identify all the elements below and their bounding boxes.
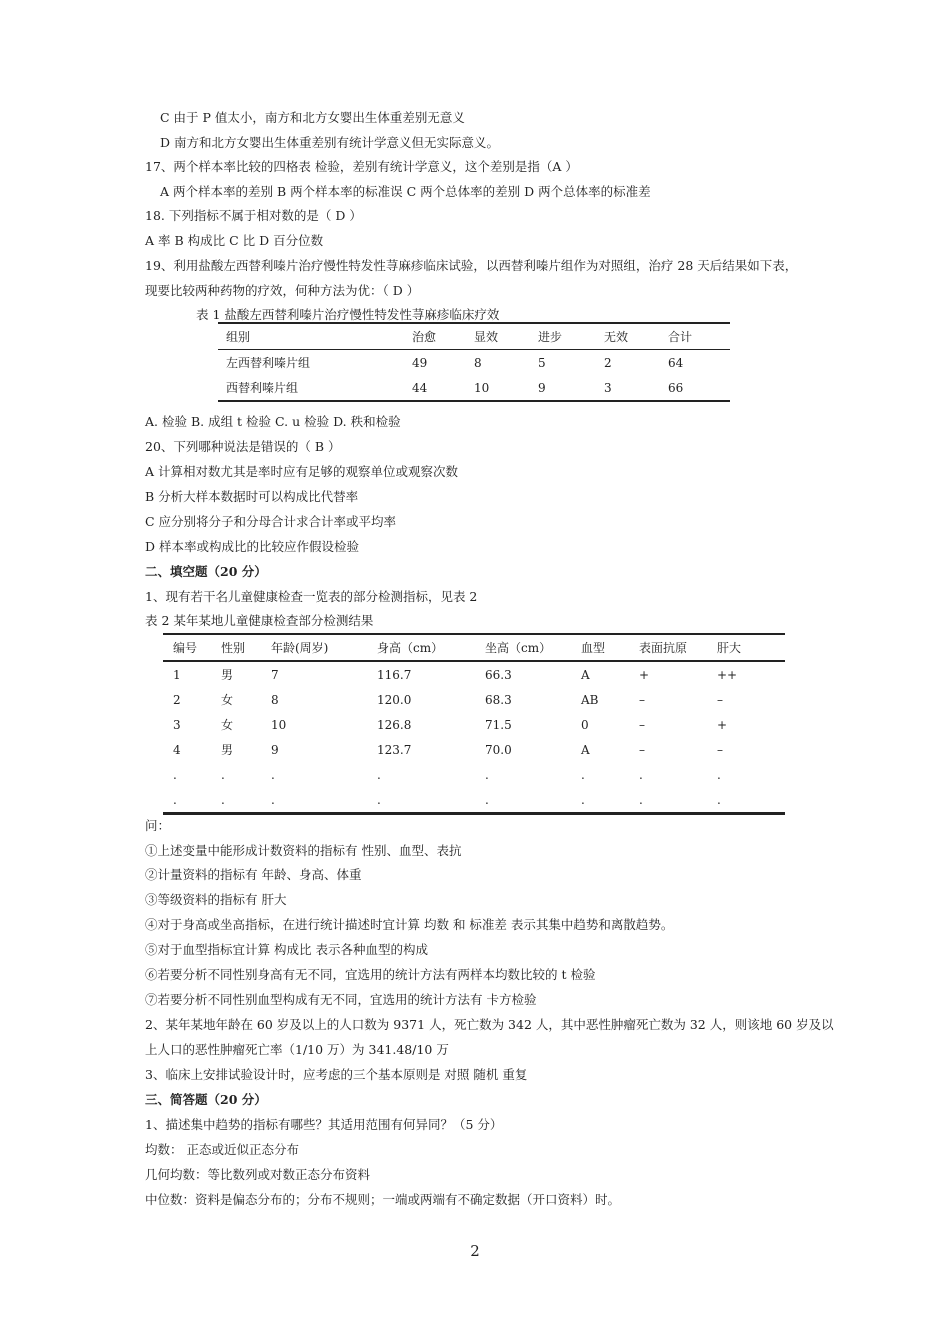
table-row bbox=[218, 375, 730, 401]
text-line: 1、描述集中趋势的指标有哪些？其适用范围有何异同？（5 分） bbox=[145, 1117, 503, 1132]
table-header-row bbox=[218, 323, 730, 350]
table-cell: 3 bbox=[173, 717, 181, 732]
table-header-cell: 合计 bbox=[660, 323, 730, 350]
table-cell: 男 bbox=[221, 743, 234, 757]
table-cell: 126.8 bbox=[377, 717, 412, 732]
text-line: 表 1 盐酸左西替利嗪片治疗慢性特发性荨麻疹临床疗效 bbox=[196, 307, 500, 322]
table-cell: 123.7 bbox=[377, 742, 412, 757]
table-cell: – bbox=[717, 692, 723, 707]
table-row bbox=[163, 687, 785, 712]
table-cell: . bbox=[173, 767, 177, 782]
table-2 bbox=[163, 633, 785, 815]
table-cell: – bbox=[639, 717, 645, 732]
table-header-cell: 进步 bbox=[530, 323, 596, 350]
table-header-cell: 肝大 bbox=[707, 634, 785, 661]
text-line: 1、现有若干名儿童健康检查一览表的部分检测指标，见表 2 bbox=[145, 589, 478, 604]
table-cell: – bbox=[639, 742, 645, 757]
table-header-row bbox=[163, 634, 785, 661]
text-line: A 计算相对数尤其是率时应有足够的观察单位或观察次数 bbox=[145, 464, 459, 479]
text-line: ③等级资料的指标有 肝大 bbox=[145, 892, 287, 907]
table-row bbox=[163, 737, 785, 762]
table-cell: . bbox=[639, 767, 643, 782]
text-line: ⑤对于血型指标宜计算 构成比 表示各种血型的构成 bbox=[145, 942, 428, 957]
table-cell: . bbox=[571, 787, 629, 814]
table-cell: 9 bbox=[530, 375, 596, 401]
table-cell: – bbox=[639, 692, 645, 707]
table-cell: ++ bbox=[717, 667, 738, 682]
table-cell: . bbox=[211, 787, 261, 814]
table-cell: 9 bbox=[271, 742, 279, 757]
text-line: 表 2 某年某地儿童健康检查部分检测结果 bbox=[145, 613, 374, 628]
table-cell: 70.0 bbox=[485, 742, 512, 757]
table-row bbox=[163, 787, 785, 814]
table-cell: A bbox=[581, 667, 590, 682]
table-cell: . bbox=[261, 787, 367, 814]
text-line: 3、临床上安排试验设计时，应考虑的三个基本原则是 对照 随机 重复 bbox=[145, 1067, 528, 1082]
table-cell: . bbox=[485, 767, 489, 782]
text-line: B 分析大样本数据时可以构成比代替率 bbox=[145, 489, 359, 504]
text-line: 二、填空题（20 分） bbox=[145, 564, 267, 579]
text-line: 三、简答题（20 分） bbox=[145, 1092, 267, 1107]
text-line: 17、两个样本率比较的四格表 检验，差别有统计学意义，这个差别是指（A ） bbox=[145, 159, 578, 174]
table-row bbox=[163, 661, 785, 687]
text-line: 18. 下列指标不属于相对数的是（ D ） bbox=[145, 208, 362, 223]
text-line: ④对于身高或坐高指标，在进行统计描述时宜计算 均数 和 标准差 表示其集中趋势和离散趋势。 bbox=[145, 917, 674, 932]
table-cell: 10 bbox=[466, 375, 530, 401]
table-header-cell: 身高（cm） bbox=[367, 634, 475, 661]
table-row bbox=[218, 350, 730, 376]
table-cell: 1 bbox=[173, 667, 181, 682]
table-cell: 64 bbox=[668, 355, 684, 370]
table-cell: 10 bbox=[271, 717, 287, 732]
text-line: ⑥若要分析不同性别身高有无不同，宜选用的统计方法有两样本均数比较的 t 检验 bbox=[145, 967, 596, 982]
table-cell: 116.7 bbox=[377, 667, 412, 682]
table-cell: . bbox=[377, 767, 381, 782]
table-cell: 女 bbox=[221, 693, 234, 707]
table-cell: . bbox=[475, 787, 571, 814]
table-cell: 7 bbox=[271, 667, 279, 682]
table-cell: AB bbox=[581, 692, 599, 707]
text-line: 几何均数：等比数列或对数正态分布资料 bbox=[145, 1167, 371, 1182]
table-cell: 44 bbox=[404, 375, 466, 401]
table-cell: . bbox=[707, 787, 785, 814]
table-header-cell: 组别 bbox=[218, 323, 404, 350]
table-cell: 左西替利嗪片组 bbox=[226, 356, 311, 370]
text-line: 均数： 正态或近似正态分布 bbox=[145, 1142, 299, 1157]
text-line: A 率 B 构成比 C 比 D 百分位数 bbox=[145, 233, 324, 248]
table-header-cell: 无效 bbox=[596, 323, 660, 350]
table-cell: A bbox=[581, 742, 590, 757]
text-line: ①上述变量中能形成计数资料的指标有 性别、血型、表抗 bbox=[145, 843, 462, 858]
table-cell: 66.3 bbox=[485, 667, 512, 682]
table-1 bbox=[218, 322, 730, 402]
table-cell: 4 bbox=[173, 742, 181, 757]
table-header-cell: 坐高（cm） bbox=[475, 634, 571, 661]
table-cell: 5 bbox=[538, 355, 546, 370]
text-line: 中位数：资料是偏态分布的；分布不规则；一端或两端有不确定数据（开口资料）时。 bbox=[145, 1192, 621, 1207]
table-cell: 女 bbox=[221, 718, 234, 732]
table-cell: 0 bbox=[581, 717, 589, 732]
text-line: D 南方和北方女婴出生体重差别有统计学意义但无实际意义。 bbox=[160, 135, 499, 150]
text-line: 现要比较两种药物的疗效，何种方法为优：（ D ） bbox=[145, 283, 420, 298]
table-cell: + bbox=[717, 717, 728, 732]
table-cell: 49 bbox=[412, 355, 428, 370]
table-cell: 2 bbox=[604, 355, 612, 370]
text-line: A. 检验 B. 成组 t 检验 C. u 检验 D. 秩和检验 bbox=[145, 414, 401, 429]
table-cell: – bbox=[717, 742, 723, 757]
table-cell: . bbox=[271, 767, 275, 782]
table-cell: 男 bbox=[221, 668, 234, 682]
table-header-cell: 显效 bbox=[466, 323, 530, 350]
text-line: C 由于 P 值太小，南方和北方女婴出生体重差别无意义 bbox=[160, 110, 465, 125]
text-line: ②计量资料的指标有 年龄、身高、体重 bbox=[145, 867, 362, 882]
table-cell: . bbox=[717, 767, 721, 782]
table-cell: . bbox=[221, 767, 225, 782]
text-line: 问： bbox=[145, 818, 171, 833]
text-line: 20、下列哪种说法是错误的（ B ） bbox=[145, 439, 341, 454]
table-row bbox=[163, 712, 785, 737]
table-row bbox=[163, 762, 785, 787]
text-line: 2、某年某地年龄在 60 岁及以上的人口数为 9371 人，死亡数为 342 人，其中恶性肿瘤死亡数为 32 人，则该地 60 岁及以 bbox=[145, 1017, 834, 1032]
table-cell: . bbox=[581, 767, 585, 782]
text-line: C 应分别将分子和分母合计求合计率或平均率 bbox=[145, 514, 397, 529]
table-cell: . bbox=[629, 787, 707, 814]
table-cell: 68.3 bbox=[485, 692, 512, 707]
text-line: ⑦若要分析不同性别血型构成有无不同，宜选用的统计方法有 卡方检验 bbox=[145, 992, 537, 1007]
table-cell: 66 bbox=[660, 375, 730, 401]
table-cell: 120.0 bbox=[377, 692, 412, 707]
table-header-cell: 编号 bbox=[163, 634, 211, 661]
table-header-cell: 年龄(周岁) bbox=[261, 634, 367, 661]
text-line: 19、利用盐酸左西替利嗪片治疗慢性特发性荨麻疹临床试验，以西替利嗪片组作为对照组，治疗 28 天后结果如下表， bbox=[145, 258, 798, 273]
table-header-cell: 性别 bbox=[211, 634, 261, 661]
table-header-cell: 血型 bbox=[571, 634, 629, 661]
text-line: A 两个样本率的差别 B 两个样本率的标准误 C 两个总体率的差别 D 两个总体率的标准差 bbox=[160, 184, 651, 199]
text-line: 上人口的恶性肿瘤死亡率（1/10 万）为 341.48/10 万 bbox=[145, 1042, 449, 1057]
table-header-cell: 治愈 bbox=[404, 323, 466, 350]
table-cell: 3 bbox=[596, 375, 660, 401]
table-cell: . bbox=[163, 787, 211, 814]
table-cell: 8 bbox=[474, 355, 482, 370]
page-number: 2 bbox=[470, 1242, 480, 1260]
table-cell: 2 bbox=[173, 692, 181, 707]
table-cell: + bbox=[639, 667, 650, 682]
table-cell: 西替利嗪片组 bbox=[218, 375, 404, 401]
text-line: D 样本率或构成比的比较应作假设检验 bbox=[145, 539, 359, 554]
table-cell: 71.5 bbox=[485, 717, 512, 732]
table-header-cell: 表面抗原 bbox=[629, 634, 707, 661]
table-cell: . bbox=[367, 787, 475, 814]
table-cell: 8 bbox=[271, 692, 279, 707]
